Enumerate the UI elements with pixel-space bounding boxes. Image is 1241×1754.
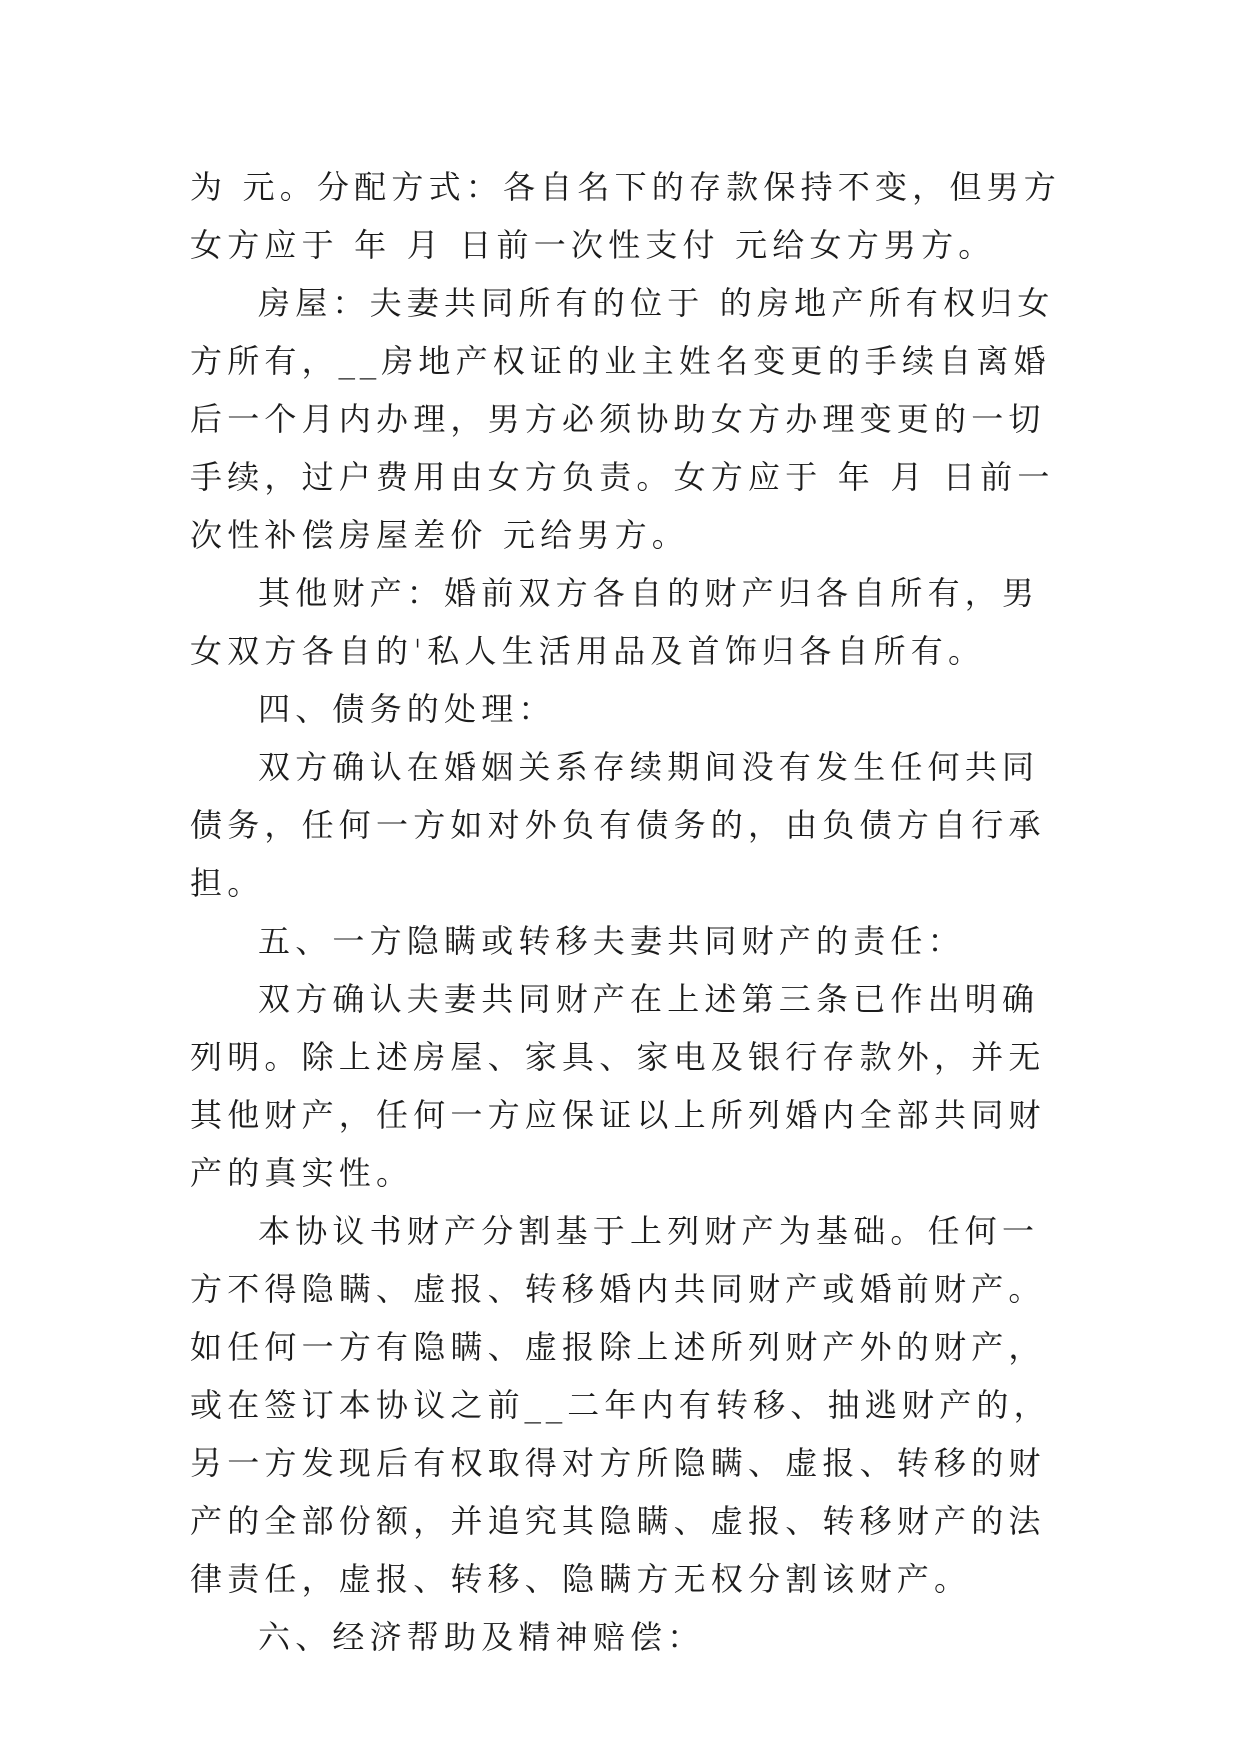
paragraph-deposit-continued: 为 元。分配方式：各自名下的存款保持不变，但男方女方应于 年 月 日前一次性支付 元给女方男方。 <box>190 168 1061 264</box>
paragraph-house: 房屋：夫妻共同所有的位于 的房地产所有权归女方所有，__房地产权证的业主姓名变更的手续自离婚后一个月内办理，男方必须协助女方办理变更的一切手续，过户费用由女方负责。女方应于 年 月 日前一次性补偿房屋差价 元给男方。 <box>190 284 1055 554</box>
paragraph-debt: 双方确认在婚姻关系存续期间没有发生任何共同债务，任何一方如对外负有债务的，由负债方自行承担。 <box>190 748 1046 902</box>
document-body <box>190 158 1062 1666</box>
paragraph-concealment-confirm: 双方确认夫妻共同财产在上述第三条已作出明确列明。除上述房屋、家具、家电及银行存款外，并无其他财产，任何一方应保证以上所列婚内全部共同财产的真实性。 <box>190 980 1046 1192</box>
heading-economic-help: 六、经济帮助及精神赔偿： <box>258 1618 705 1656</box>
paragraph-other-property: 其他财产：婚前双方各自的财产归各自所有，男女双方各自的'私人生活用品及首饰归各自所有。 <box>190 574 1040 670</box>
heading-debt: 四、债务的处理： <box>258 690 556 728</box>
paragraph-concealment-liability: 本协议书财产分割基于上列财产为基础。任何一方不得隐瞒、虚报、转移婚内共同财产或婚前财产。如任何一方有隐瞒、虚报除上述所列财产外的财产，或在签订本协议之前__二年内有转移、抽逃财产的，另一方发现后有权取得对方所隐瞒、虚报、转移的财产的全部份额，并追究其隐瞒、虚报、转移财产的法律责任，虚报、转移、隐瞒方无权分割该财产。 <box>190 1212 1051 1598</box>
heading-concealment: 五、一方隐瞒或转移夫妻共同财产的责任： <box>258 922 965 960</box>
